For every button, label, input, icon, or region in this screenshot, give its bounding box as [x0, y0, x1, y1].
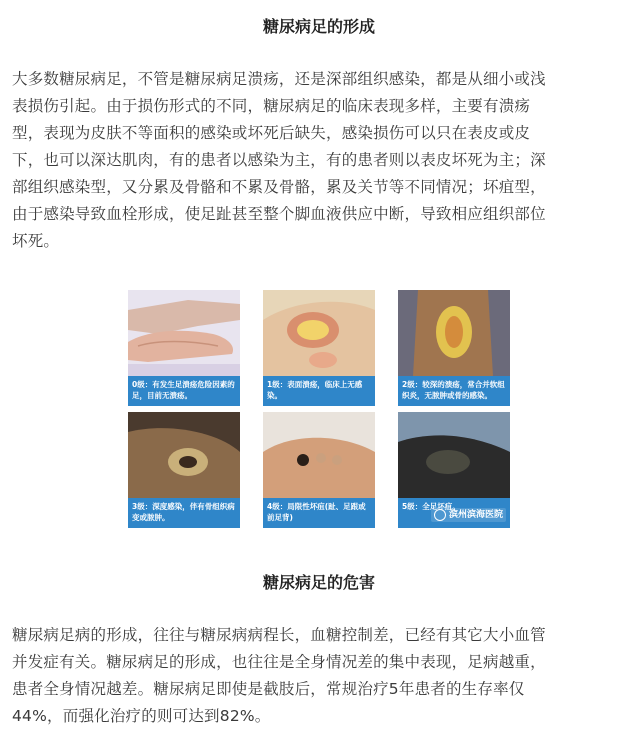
grade-0-caption: 0级：有发生足溃疡危险因素的足，目前无溃疡。	[128, 376, 240, 406]
text-line: 表损伤引起。由于损伤形式的不同，糖尿病足的临床表现多样，主要有溃疡	[12, 97, 531, 115]
grade-2-tile	[398, 290, 510, 406]
grade-0-photo	[128, 290, 240, 376]
grade-3-caption: 3级：深度感染，伴有骨组织病变或脓肿。	[128, 498, 240, 528]
grade-2-caption: 2级：较深的溃疡，常合并软组织炎，无脓肿或骨的感染。	[398, 376, 510, 406]
grade-4-caption: 4级：局限性坏疽(趾、足跟或前足背)	[263, 498, 375, 528]
grade-5-photo	[398, 412, 510, 498]
grade-1-photo	[263, 290, 375, 376]
grade-5-tile	[398, 412, 510, 528]
text-line: 44%，而强化治疗的则可达到82%。	[12, 707, 271, 725]
text-line: 型，表现为皮肤不等面积的感染或坏死后缺失，感染损伤可以只在表皮或皮	[12, 124, 531, 142]
grade-4-tile	[263, 412, 375, 528]
paragraph-formation	[12, 66, 628, 255]
watermark-text: 滨州滨海医院	[448, 509, 503, 520]
text-line: 部组织感染型，又分累及骨骼和不累及骨骼，累及关节等不同情况；坏疽型，	[12, 178, 546, 196]
section-title-harm: 糖尿病足的危害	[262, 573, 375, 592]
hospital-watermark	[431, 508, 506, 522]
text-line: 并发症有关。糖尿病足的形成，也往往是全身情况差的集中表现，足病越重，	[12, 653, 546, 671]
grade-1-caption: 1级：表面溃疡，临床上无感染。	[263, 376, 375, 406]
grade-4-photo	[263, 412, 375, 498]
text-line: 大多数糖尿病足，不管是糖尿病足溃疡，还是深部组织感染，都是从细小或浅	[12, 70, 546, 88]
grade-3-photo	[128, 412, 240, 498]
text-line: 坏死。	[12, 232, 60, 250]
text-line: 糖尿病足病的形成，往往与糖尿病病程长，血糖控制差，已经有其它大小血管	[12, 626, 546, 644]
grade-3-tile	[128, 412, 240, 528]
foot-grade-figure	[128, 290, 510, 528]
hospital-logo-icon	[434, 509, 446, 521]
grade-5-caption: 5级：全足坏疽。 滨州滨海医院	[398, 498, 510, 528]
grade-1-tile	[263, 290, 375, 406]
grade-0-tile	[128, 290, 240, 406]
grade-2-photo	[398, 290, 510, 376]
text-line: 下，也可以深达肌肉，有的患者以感染为主，有的患者则以表皮坏死为主；深	[12, 151, 546, 169]
text-line: 由于感染导致血栓形成，使足趾甚至整个脚血液供应中断，导致相应组织部位	[12, 205, 546, 223]
paragraph-harm	[12, 622, 628, 730]
section-title-formation: 糖尿病足的形成	[262, 17, 375, 36]
text-line: 患者全身情况越差。糖尿病足即使是截肢后，常规治疗5年患者的生存率仅	[12, 680, 525, 698]
